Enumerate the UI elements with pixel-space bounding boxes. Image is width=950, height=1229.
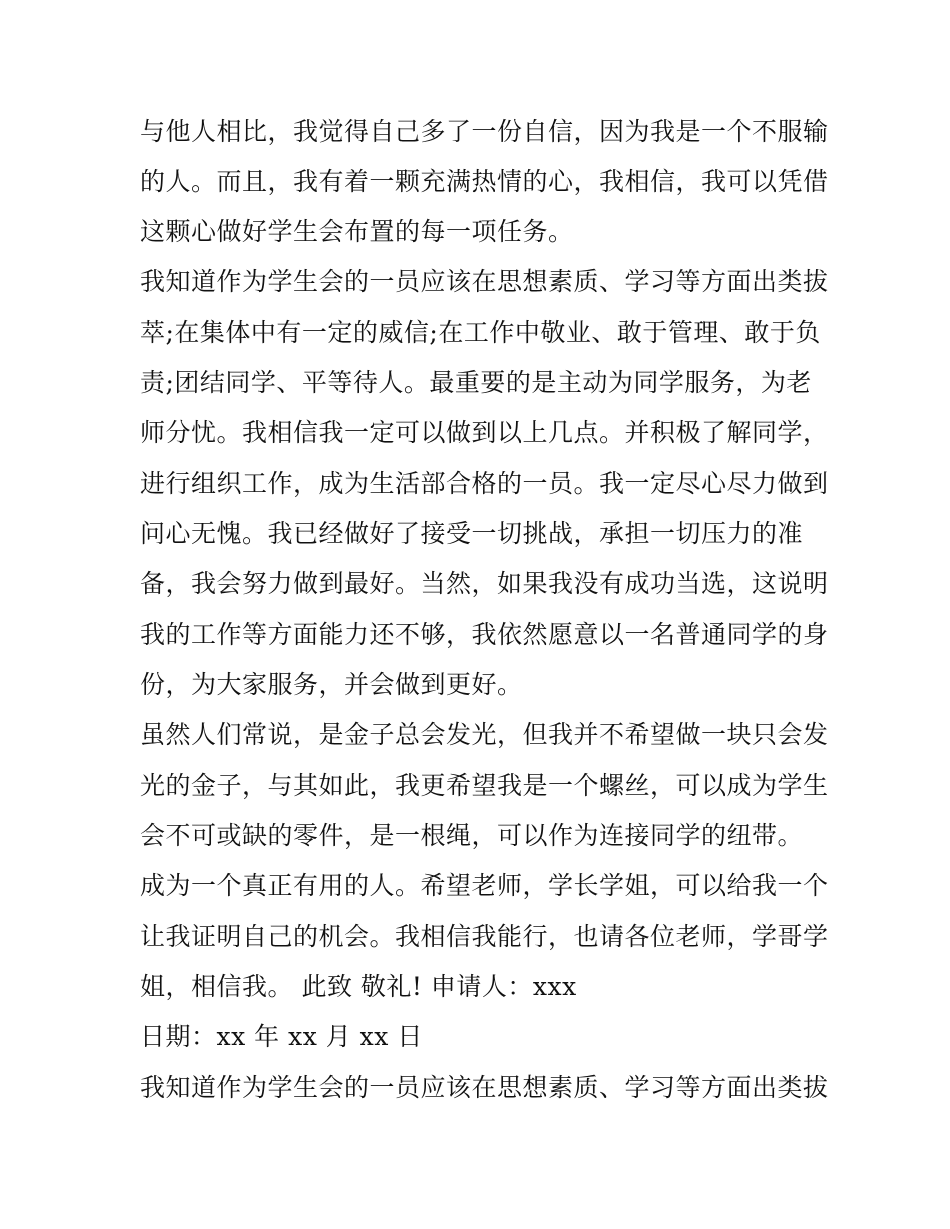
text-line: 成为一个真正有用的人。希望老师，学长学姐，可以给我一个 (140, 871, 829, 900)
text-line: 虽然人们常说，是金子总会发光，但我并不希望做一块只会发 (140, 720, 829, 749)
text-line: 师分忧。我相信我一定可以做到以上几点。并积极了解同学， (140, 418, 829, 447)
text-line: 我知道作为学生会的一员应该在思想素质、学习等方面出类拔 (140, 267, 829, 296)
text-line: 我的工作等方面能力还不够，我依然愿意以一名普通同学的身 (140, 620, 829, 649)
text-line: 我知道作为学生会的一员应该在思想素质、学习等方面出类拔 (140, 1073, 829, 1102)
date-line: 日期：xx 年 xx 月 xx 日 (140, 1022, 423, 1051)
text-line: 光的金子，与其如此，我更希望我是一个螺丝，可以成为学生 (140, 771, 829, 800)
text-line: 姐，相信我。 此致 敬礼! 申请人：xxx (140, 972, 577, 1001)
text-line: 会不可或缺的零件，是一根绳，可以作为连接同学的纽带。 (140, 821, 804, 850)
text-line: 萃;在集体中有一定的威信;在工作中敬业、敢于管理、敢于负 (140, 318, 821, 347)
text-line: 备，我会努力做到最好。当然，如果我没有成功当选，这说明 (140, 569, 829, 598)
text-line: 责;团结同学、平等待人。最重要的是主动为同学服务，为老 (140, 368, 812, 397)
text-line: 进行组织工作，成为生活部合格的一员。我一定尽心尽力做到 (140, 469, 829, 498)
text-line: 与他人相比，我觉得自己多了一份自信，因为我是一个不服输 (140, 117, 829, 146)
text-line: 问心无愧。我已经做好了接受一切挑战，承担一切压力的准 (140, 519, 804, 548)
text-line: 让我证明自己的机会。我相信我能行，也请各位老师，学哥学 (140, 922, 829, 951)
text-line: 份，为大家服务，并会做到更好。 (140, 670, 523, 699)
text-line: 这颗心做好学生会布置的每一项任务。 (140, 217, 574, 246)
text-line: 的人。而且，我有着一颗充满热情的心，我相信，我可以凭借 (140, 167, 829, 196)
